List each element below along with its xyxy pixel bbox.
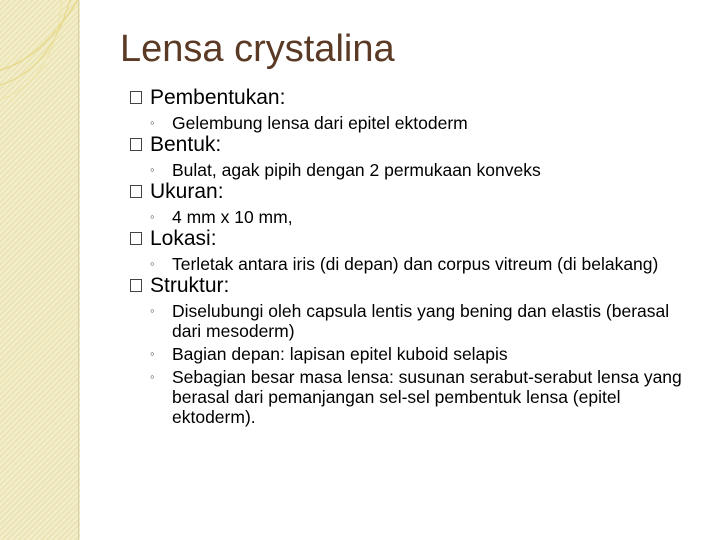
bullet-heading bbox=[130, 86, 690, 110]
sub-bullet bbox=[130, 301, 690, 341]
sub-bullet-text: Sebagian besar masa lensa: susunan serabut-serabut lensa yang berasal dari pemanjangan sel-sel pembentuk lensa (epitel ektoderm). bbox=[172, 367, 682, 427]
sub-bullet-text: 4 mm x 10 mm, bbox=[172, 207, 293, 227]
ring-bullet-icon: ◦ bbox=[150, 162, 155, 177]
bullet-heading-text: Lokasi: bbox=[150, 227, 217, 250]
bullet-heading bbox=[130, 133, 690, 157]
bullet-item bbox=[130, 133, 690, 180]
ring-bullet-icon: ◦ bbox=[150, 256, 155, 271]
ring-bullet-icon: ◦ bbox=[150, 369, 155, 384]
ring-bullet-icon: ◦ bbox=[150, 346, 155, 361]
square-bullet-icon bbox=[130, 279, 142, 292]
square-bullet-icon bbox=[130, 232, 142, 245]
bullet-heading-text: Struktur: bbox=[150, 274, 230, 297]
bullet-heading bbox=[130, 227, 690, 251]
bullet-heading-text: Ukuran: bbox=[150, 180, 224, 203]
square-bullet-icon bbox=[130, 185, 142, 198]
ring-bullet-icon: ◦ bbox=[150, 303, 155, 318]
bullet-list bbox=[130, 86, 690, 427]
sub-bullet-text: Bulat, agak pipih dengan 2 permukaan konveks bbox=[172, 160, 541, 180]
bullet-item bbox=[130, 86, 690, 133]
sub-bullet-text: Gelembung lensa dari epitel ektoderm bbox=[172, 113, 468, 133]
bullet-heading-text: Pembentukan: bbox=[150, 86, 286, 109]
sub-bullet bbox=[130, 160, 690, 180]
ring-bullet-icon: ◦ bbox=[150, 209, 155, 224]
sub-bullet bbox=[130, 367, 690, 427]
sub-bullet-text: Terletak antara iris (di depan) dan corpus vitreum (di belakang) bbox=[172, 254, 659, 274]
sub-bullet-text: Bagian depan: lapisan epitel kuboid selapis bbox=[172, 344, 508, 364]
bullet-heading bbox=[130, 274, 690, 298]
side-band-border bbox=[78, 0, 79, 540]
sub-bullet bbox=[130, 207, 690, 227]
slide-title: Lensa crystalina bbox=[120, 28, 395, 70]
bullet-item bbox=[130, 180, 690, 227]
sub-bullet bbox=[130, 254, 690, 274]
square-bullet-icon bbox=[130, 138, 142, 151]
sub-bullet-text: Diselubungi oleh capsula lentis yang bening dan elastis (berasal dari mesoderm) bbox=[172, 301, 670, 341]
bullet-heading bbox=[130, 180, 690, 204]
square-bullet-icon bbox=[130, 91, 142, 104]
bullet-item bbox=[130, 274, 690, 427]
sub-bullet bbox=[130, 344, 690, 364]
sub-bullet bbox=[130, 113, 690, 133]
ring-bullet-icon: ◦ bbox=[150, 115, 155, 130]
corner-arcs-decoration bbox=[0, 0, 80, 110]
bullet-heading-text: Bentuk: bbox=[150, 133, 222, 156]
bullet-item bbox=[130, 227, 690, 274]
